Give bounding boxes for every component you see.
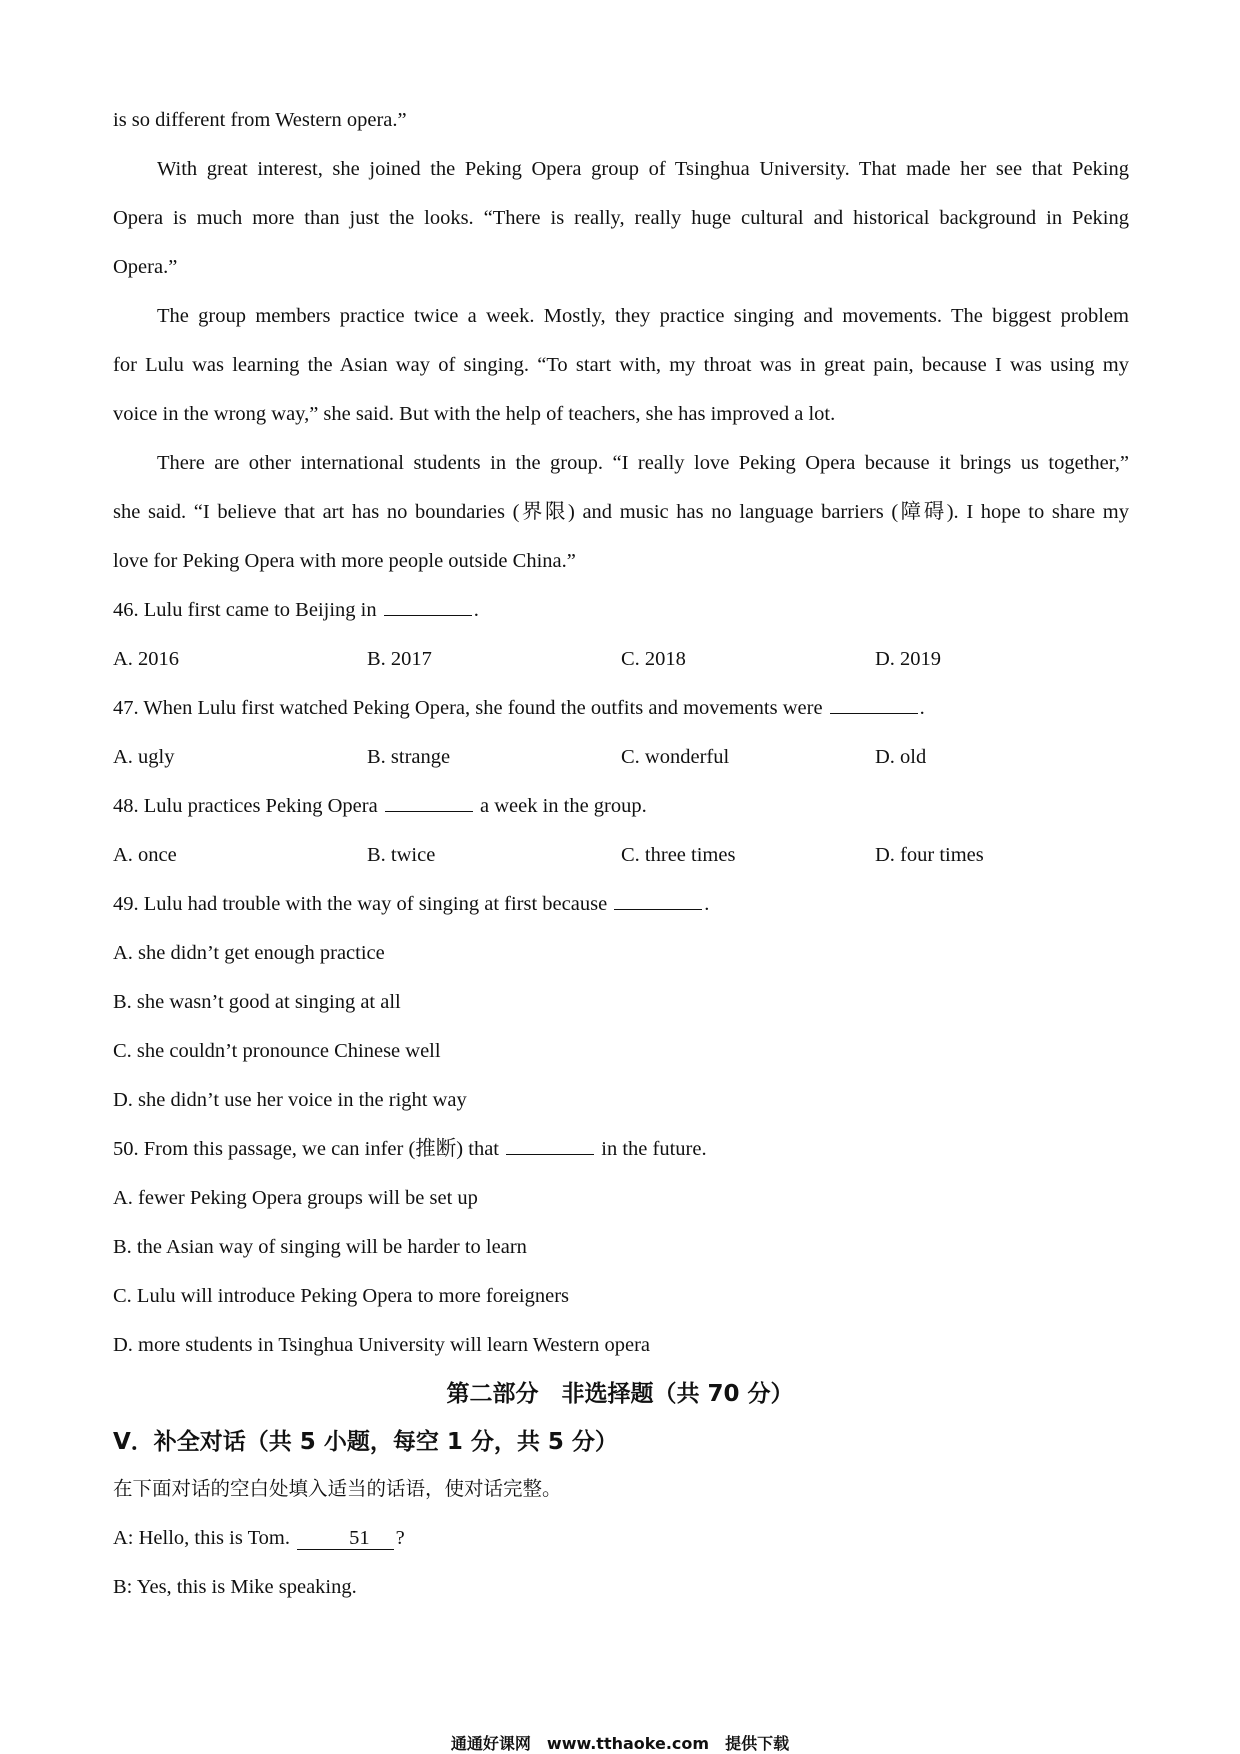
- option-a: A. she didn’t get enough practice: [113, 942, 385, 964]
- page-footer: 通通好课网 www.tthaoke.com 提供下载: [450, 1734, 790, 1753]
- passage-line: Opera.”: [113, 256, 178, 278]
- passage-line: for Lulu was learning the Asian way of singing. “To start with, my throat was in great pain, because I was using my: [113, 354, 1129, 376]
- option-b: B. twice: [367, 844, 436, 866]
- answer-blank: [384, 614, 472, 616]
- passage-line: With great interest, she joined the Peking Opera group of Tsinghua University. That made her see that Peking: [157, 158, 1129, 180]
- option-a: A. once: [113, 844, 177, 866]
- option-d: D. four times: [875, 844, 984, 866]
- option-a: A. ugly: [113, 746, 175, 768]
- section-title: V．补全对话（共 5 小题，每空 1 分，共 5 分）: [113, 1429, 618, 1455]
- option-b: B. strange: [367, 746, 451, 768]
- option-b: B. she wasn’t good at singing at all: [113, 991, 401, 1013]
- passage-line: Opera is much more than just the looks. “There is really, really huge cultural and historical background in Peking: [113, 207, 1129, 229]
- answer-blank: [385, 810, 473, 812]
- dialogue-line: A: Hello, this is Tom. 51 ?: [113, 1527, 405, 1549]
- passage-line: voice in the wrong way,” she said. But with the help of teachers, she has improved a lot.: [113, 403, 836, 425]
- question-stem: 48. Lulu practices Peking Opera a week in the group.: [113, 795, 647, 817]
- option-b: B. the Asian way of singing will be harder to learn: [113, 1236, 527, 1258]
- question-stem: 46. Lulu first came to Beijing in .: [113, 599, 479, 621]
- passage-line: is so different from Western opera.”: [113, 109, 407, 131]
- option-c: C. Lulu will introduce Peking Opera to more foreigners: [113, 1285, 570, 1307]
- dialogue-line: B: Yes, this is Mike speaking.: [113, 1576, 357, 1598]
- option-d: D. old: [875, 746, 927, 768]
- question-stem: 47. When Lulu first watched Peking Opera, she found the outfits and movements were .: [113, 697, 925, 719]
- option-c: C. three times: [621, 844, 736, 866]
- passage-line: The group members practice twice a week. Mostly, they practice singing and movements. The biggest problem: [157, 305, 1129, 327]
- option-a: A. fewer Peking Opera groups will be set up: [113, 1187, 478, 1209]
- option-b: B. 2017: [367, 648, 432, 670]
- option-d: D. more students in Tsinghua University will learn Western opera: [113, 1334, 651, 1356]
- passage-line: she said. “I believe that art has no boundaries (界限) and music has no language barriers (障碍). I hope to share my: [113, 501, 1129, 523]
- question-stem: 49. Lulu had trouble with the way of singing at first because .: [113, 893, 710, 915]
- part-two-title: 第二部分 非选择题（共 70 分）: [446, 1381, 794, 1407]
- option-c: C. 2018: [621, 648, 686, 670]
- option-d: D. she didn’t use her voice in the right way: [113, 1089, 467, 1111]
- option-c: C. wonderful: [621, 746, 730, 768]
- option-c: C. she couldn’t pronounce Chinese well: [113, 1040, 441, 1062]
- option-a: A. 2016: [113, 648, 180, 670]
- answer-blank: 51: [297, 1528, 394, 1550]
- section-instruction: 在下面对话的空白处填入适当的话语，使对话完整。: [113, 1477, 562, 1500]
- passage-line: love for Peking Opera with more people outside China.”: [113, 550, 576, 572]
- question-stem: 50. From this passage, we can infer (推断) that in the future.: [113, 1138, 707, 1160]
- answer-blank: [506, 1153, 594, 1155]
- answer-blank: [614, 908, 702, 910]
- answer-blank: [830, 712, 918, 714]
- option-d: D. 2019: [875, 648, 942, 670]
- passage-line: There are other international students in the group. “I really love Peking Opera because it brings us together,”: [157, 452, 1129, 474]
